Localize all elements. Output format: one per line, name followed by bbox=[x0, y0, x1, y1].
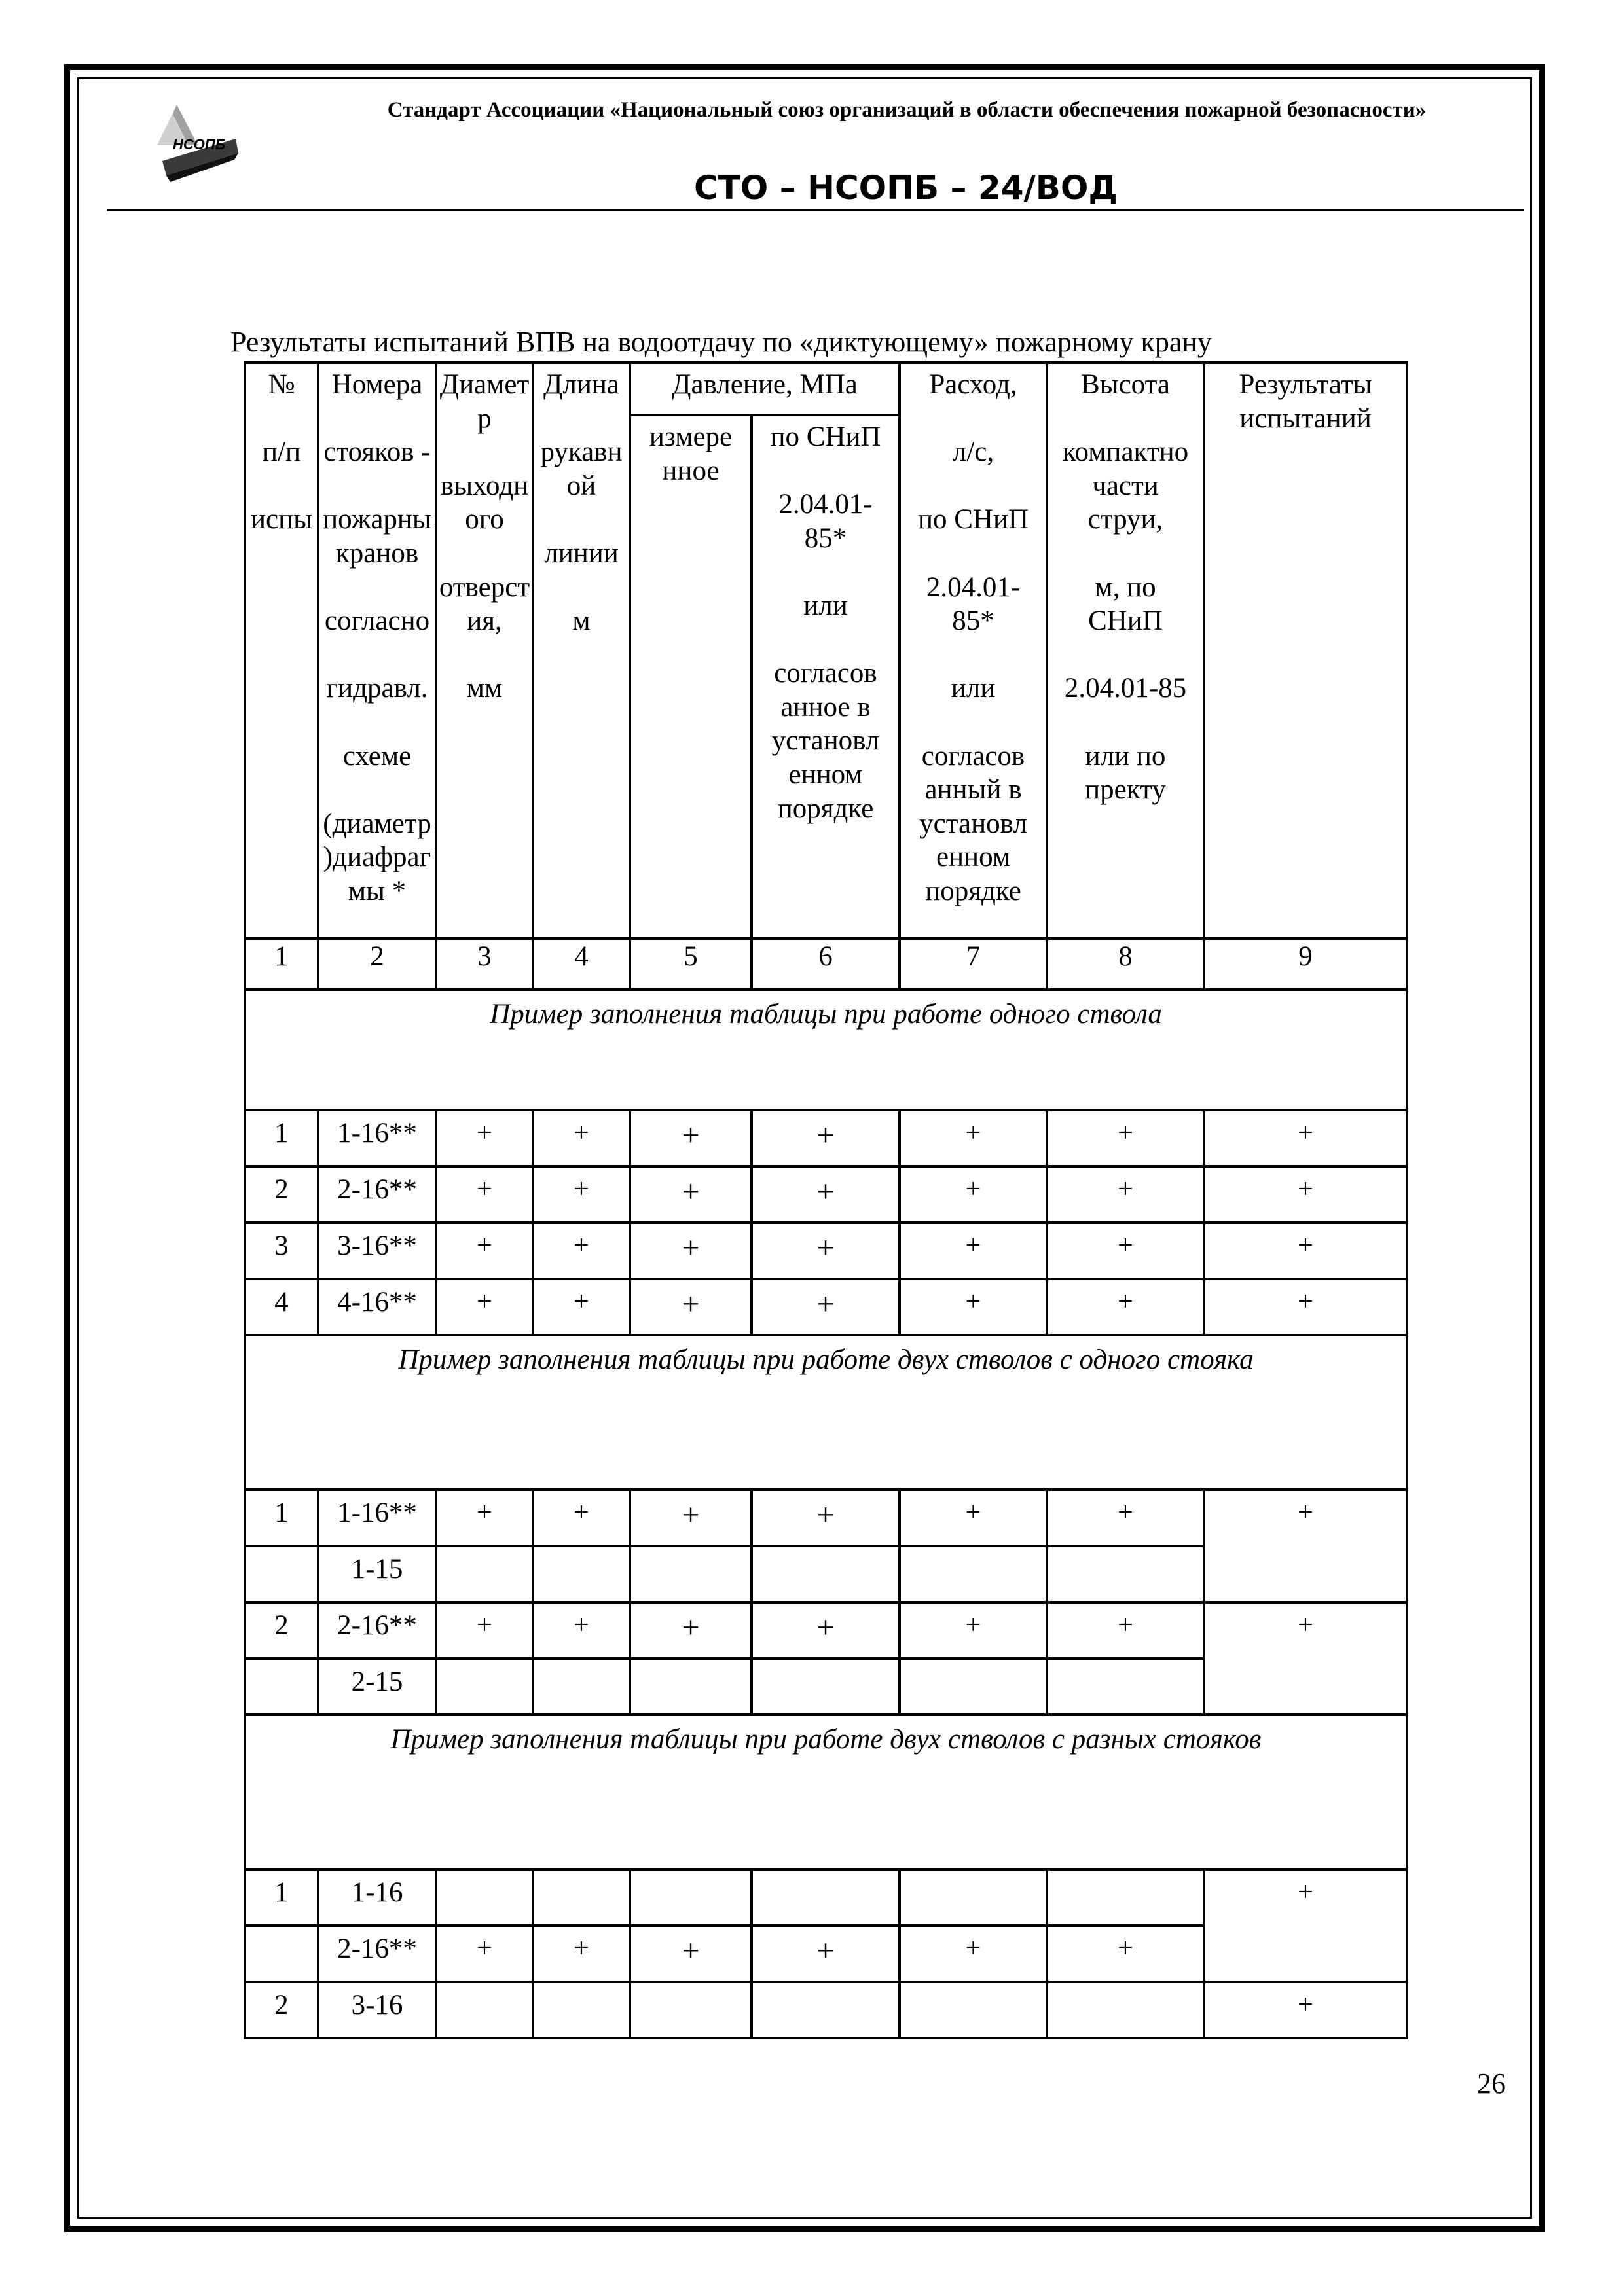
document-code: СТО – НСОПБ – 24/ВОД bbox=[694, 169, 1118, 207]
empty-cell bbox=[630, 1869, 752, 1926]
mark-cell: + bbox=[1047, 1602, 1204, 1659]
riser-number: 3-16** bbox=[318, 1223, 436, 1279]
mark-cell: + bbox=[1047, 1223, 1204, 1279]
table-row bbox=[245, 1869, 1407, 1926]
nsopb-logo bbox=[157, 105, 249, 190]
riser-number: 1-16 bbox=[318, 1869, 436, 1926]
standard-title: Стандарт Ассоциации «Национальный союз организаций в области обеспечения пожарной безопасности» bbox=[387, 98, 1427, 122]
mark-cell: + bbox=[752, 1490, 900, 1546]
section-title: Пример заполнения таблицы при работе двух стволов с разных стояков bbox=[245, 1715, 1407, 1869]
table-caption: Результаты испытаний ВПВ на водоотдачу по «диктующему» пожарному крану bbox=[230, 326, 1212, 358]
header-pressure: Давление, МПа bbox=[630, 363, 900, 415]
riser-number: 2-16** bbox=[318, 1926, 436, 1982]
column-number: 6 bbox=[752, 939, 900, 990]
column-number: 4 bbox=[533, 939, 630, 990]
mark-cell: + bbox=[533, 1279, 630, 1335]
mark-cell: + bbox=[630, 1166, 752, 1223]
mark-cell: + bbox=[1047, 1490, 1204, 1546]
mark-cell: + bbox=[436, 1223, 533, 1279]
section-title: Пример заполнения таблицы при работе одного ствола bbox=[245, 990, 1407, 1110]
table-row bbox=[245, 1279, 1407, 1335]
table-row bbox=[245, 1982, 1407, 2038]
mark-cell: + bbox=[1204, 1490, 1407, 1602]
mark-cell: + bbox=[1047, 1279, 1204, 1335]
empty-cell bbox=[752, 1869, 900, 1926]
mark-cell: + bbox=[900, 1490, 1047, 1546]
mark-cell: + bbox=[630, 1926, 752, 1982]
column-number: 3 bbox=[436, 939, 533, 990]
empty-cell bbox=[436, 1659, 533, 1715]
row-number: 1 bbox=[245, 1110, 318, 1166]
row-number: 2 bbox=[245, 1982, 318, 2038]
empty-cell bbox=[630, 1546, 752, 1602]
empty-cell bbox=[436, 1546, 533, 1602]
header-hose-length: Длина рукавн ой линии м bbox=[533, 363, 630, 939]
header-riser-numbers: Номера стояков - пожарны кранов согласно гидравл. схеме (диаметр )диафраг мы * bbox=[318, 363, 436, 939]
mark-cell: + bbox=[752, 1279, 900, 1335]
header-flow: Расход, л/с, по СНиП 2.04.01- 85* или согласов анный в установл енном порядке bbox=[900, 363, 1047, 939]
mark-cell: + bbox=[1204, 1279, 1407, 1335]
table-row bbox=[245, 1110, 1407, 1166]
empty-cell bbox=[1047, 1546, 1204, 1602]
empty-cell bbox=[900, 1546, 1047, 1602]
section-title-row bbox=[245, 990, 1407, 1110]
column-number: 8 bbox=[1047, 939, 1204, 990]
section-title-row bbox=[245, 1335, 1407, 1490]
mark-cell: + bbox=[436, 1279, 533, 1335]
empty-cell bbox=[752, 1546, 900, 1602]
header-pressure-measured: измере нное bbox=[630, 415, 752, 939]
page-number: 26 bbox=[1477, 2068, 1506, 2100]
mark-cell: + bbox=[900, 1110, 1047, 1166]
riser-number: 1-16** bbox=[318, 1110, 436, 1166]
header-divider bbox=[107, 209, 1524, 211]
empty-cell bbox=[1047, 1982, 1204, 2038]
empty-cell bbox=[1047, 1869, 1204, 1926]
table-row bbox=[245, 1490, 1407, 1546]
mark-cell: + bbox=[1204, 1110, 1407, 1166]
empty-cell bbox=[533, 1982, 630, 2038]
mark-cell: + bbox=[900, 1223, 1047, 1279]
mark-cell: + bbox=[533, 1490, 630, 1546]
empty-cell bbox=[1047, 1659, 1204, 1715]
riser-number: 2-16** bbox=[318, 1602, 436, 1659]
header-jet-height: Высота компактно части струи, м, по СНиП 2.04.01-85 или по пректу bbox=[1047, 363, 1204, 939]
column-number: 5 bbox=[630, 939, 752, 990]
mark-cell: + bbox=[630, 1602, 752, 1659]
row-number-empty bbox=[245, 1546, 318, 1602]
header-number: № п/п испы bbox=[245, 363, 318, 939]
mark-cell: + bbox=[752, 1223, 900, 1279]
empty-cell bbox=[533, 1869, 630, 1926]
row-number: 1 bbox=[245, 1869, 318, 1926]
empty-cell bbox=[436, 1869, 533, 1926]
mark-cell: + bbox=[1204, 1223, 1407, 1279]
empty-cell bbox=[752, 1659, 900, 1715]
empty-cell bbox=[900, 1869, 1047, 1926]
row-number: 2 bbox=[245, 1166, 318, 1223]
mark-cell: + bbox=[752, 1602, 900, 1659]
column-numbers-row bbox=[245, 939, 1407, 990]
mark-cell: + bbox=[1047, 1926, 1204, 1982]
mark-cell: + bbox=[752, 1926, 900, 1982]
mark-cell: + bbox=[630, 1490, 752, 1546]
column-number: 1 bbox=[245, 939, 318, 990]
mark-cell: + bbox=[1204, 1869, 1407, 1982]
mark-cell: + bbox=[436, 1490, 533, 1546]
mark-cell: + bbox=[436, 1602, 533, 1659]
mark-cell: + bbox=[1204, 1982, 1407, 2038]
row-number: 1 bbox=[245, 1490, 318, 1546]
mark-cell: + bbox=[533, 1926, 630, 1982]
results-table bbox=[244, 361, 1408, 2039]
mark-cell: + bbox=[900, 1602, 1047, 1659]
column-number: 7 bbox=[900, 939, 1047, 990]
table-row bbox=[245, 1223, 1407, 1279]
row-number: 3 bbox=[245, 1223, 318, 1279]
empty-cell bbox=[630, 1659, 752, 1715]
empty-cell bbox=[533, 1659, 630, 1715]
mark-cell: + bbox=[752, 1110, 900, 1166]
section-title-row bbox=[245, 1715, 1407, 1869]
empty-cell bbox=[436, 1982, 533, 2038]
empty-cell bbox=[533, 1546, 630, 1602]
riser-number: 2-16** bbox=[318, 1166, 436, 1223]
row-number: 2 bbox=[245, 1602, 318, 1659]
column-number: 9 bbox=[1204, 939, 1407, 990]
mark-cell: + bbox=[900, 1166, 1047, 1223]
mark-cell: + bbox=[630, 1110, 752, 1166]
section-title: Пример заполнения таблицы при работе двух стволов с одного стояка bbox=[245, 1335, 1407, 1490]
column-number: 2 bbox=[318, 939, 436, 990]
mark-cell: + bbox=[900, 1926, 1047, 1982]
table-row bbox=[245, 1602, 1407, 1659]
mark-cell: + bbox=[533, 1223, 630, 1279]
empty-cell bbox=[900, 1659, 1047, 1715]
logo-text: НСОПБ bbox=[173, 136, 226, 152]
riser-number: 1-15 bbox=[318, 1546, 436, 1602]
mark-cell: + bbox=[752, 1166, 900, 1223]
mark-cell: + bbox=[436, 1926, 533, 1982]
riser-number: 2-15 bbox=[318, 1659, 436, 1715]
riser-number: 1-16** bbox=[318, 1490, 436, 1546]
empty-cell bbox=[900, 1982, 1047, 2038]
riser-number: 4-16** bbox=[318, 1279, 436, 1335]
header-outlet-diameter: Диамет р выходн ого отверст ия, мм bbox=[436, 363, 533, 939]
mark-cell: + bbox=[1047, 1110, 1204, 1166]
row-number-empty bbox=[245, 1659, 318, 1715]
mark-cell: + bbox=[533, 1110, 630, 1166]
mark-cell: + bbox=[1204, 1166, 1407, 1223]
header-row-top bbox=[245, 363, 1407, 415]
mark-cell: + bbox=[533, 1602, 630, 1659]
mark-cell: + bbox=[1047, 1166, 1204, 1223]
table-row bbox=[245, 1166, 1407, 1223]
header-pressure-norm: по СНиП 2.04.01- 85* или согласов анное в установл енном порядке bbox=[752, 415, 900, 939]
header-results: Результаты испытаний bbox=[1204, 363, 1407, 939]
mark-cell: + bbox=[436, 1110, 533, 1166]
row-number: 4 bbox=[245, 1279, 318, 1335]
mark-cell: + bbox=[630, 1279, 752, 1335]
riser-number: 3-16 bbox=[318, 1982, 436, 2038]
row-number-empty bbox=[245, 1926, 318, 1982]
mark-cell: + bbox=[533, 1166, 630, 1223]
mark-cell: + bbox=[1204, 1602, 1407, 1715]
empty-cell bbox=[752, 1982, 900, 2038]
mark-cell: + bbox=[900, 1279, 1047, 1335]
mark-cell: + bbox=[630, 1223, 752, 1279]
empty-cell bbox=[630, 1982, 752, 2038]
mark-cell: + bbox=[436, 1166, 533, 1223]
